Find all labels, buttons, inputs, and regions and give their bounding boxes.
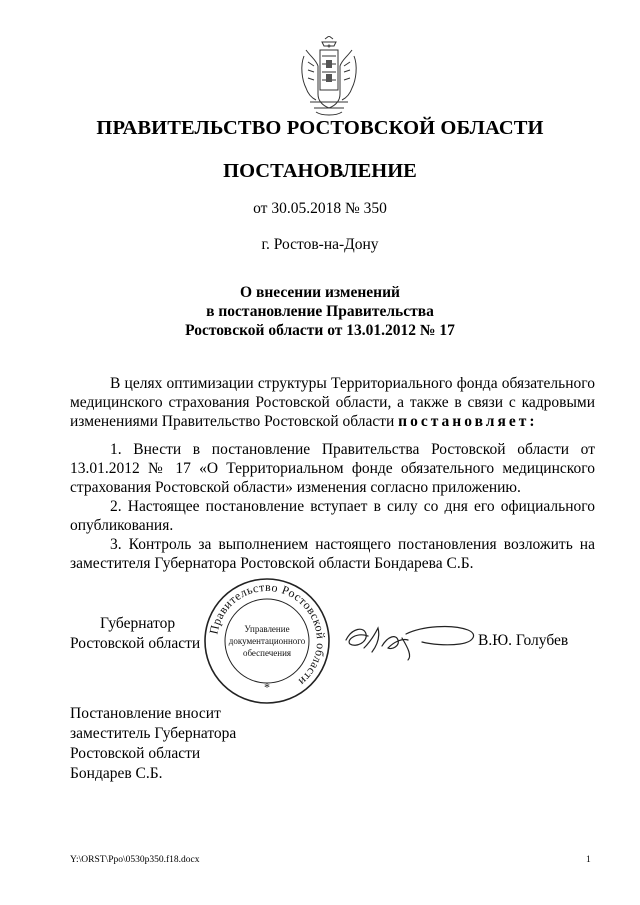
introduced-line: Постановление вносит [70, 705, 221, 722]
preamble-text: В целях оптимизации структуры Территориального фонда обязательного медицинского страхования Ростовской области, а также в связи с кадровыми изменениями Правительство Ростовской области [70, 375, 595, 430]
seal-center-line: Управление [244, 624, 290, 634]
item-paragraph: 2. Настоящее постановление вступает в силу со дня его официального опубликования. [70, 498, 595, 534]
introduced-line: заместитель Губернатора [70, 725, 237, 742]
item-paragraph: 3. Контроль за выполнением настоящего постановления возложить на заместителя Губернатора Ростовской области Бондарева С.Б. [70, 536, 595, 572]
position-line: Губернатор [100, 615, 176, 632]
item-paragraph: 1. Внести в постановление Правительства Ростовской области от 13.01.2012 № 17 «О Территориальном фонде обязательного медицинского страхования Ростовской области» изменения согласно приложению. [70, 441, 595, 496]
subject-line: Ростовской области от 13.01.2012 № 17 [185, 322, 455, 339]
subject-line: в постановление Правительства [206, 303, 434, 320]
city: г. Ростов-на-Дону [261, 236, 379, 253]
page-number: 1 [586, 855, 591, 865]
date-number: от 30.05.2018 № 350 [253, 200, 387, 217]
items-block [70, 440, 595, 573]
signatory-position [70, 614, 200, 654]
subject-line: О внесении изменений [240, 284, 400, 301]
seal-ring-text: Правительство Ростовской области [206, 579, 329, 689]
introduced-line: Ростовской области [70, 745, 201, 762]
introduced-line: Бондарев С.Б. [70, 765, 163, 782]
preamble-paragraph [70, 374, 595, 431]
file-path: Y:\ORST\Ppo\0530p350.f18.docx [70, 855, 200, 865]
document-subject [0, 283, 640, 340]
coat-of-arms-emblem [296, 36, 362, 116]
handwritten-signature [342, 618, 482, 662]
seal-star: * [264, 680, 270, 694]
government-title: ПРАВИТЕЛЬСТВО РОСТОВСКОЙ ОБЛАСТИ [96, 117, 544, 139]
decree-word: постановляет: [398, 413, 538, 430]
document-type-title: ПОСТАНОВЛЕНИЕ [223, 160, 417, 182]
introduced-by-block [70, 704, 236, 784]
official-seal [202, 576, 332, 706]
position-line: Ростовской области [70, 635, 201, 652]
seal-center-line: документационного [228, 636, 306, 646]
signatory-name: В.Ю. Голубев [478, 632, 569, 649]
seal-center-line: обеспечения [242, 648, 292, 658]
